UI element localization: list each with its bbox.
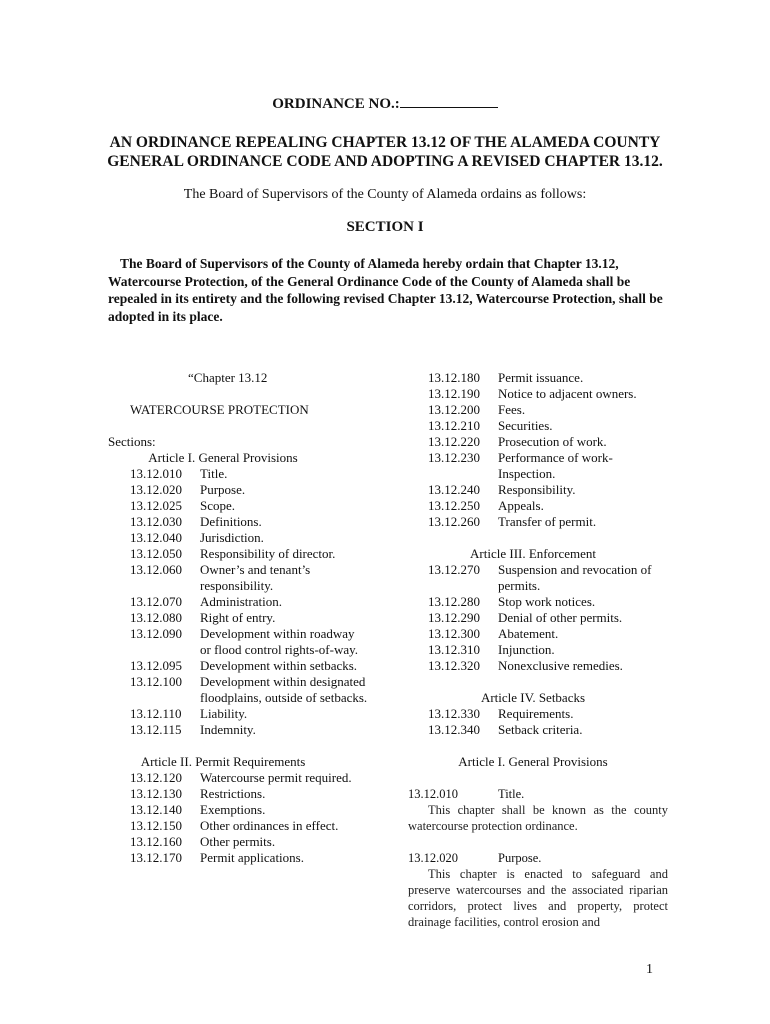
toc-title: Permit applications. [200, 850, 304, 865]
toc-title: Permit issuance. [498, 370, 584, 385]
section-13-12-020 [408, 850, 668, 930]
toc-title: Administration. [200, 594, 282, 609]
toc-number: 13.12.180 [428, 370, 480, 385]
toc-title: Owner’s and tenant’s responsibility. [200, 562, 311, 593]
article-2-toc [108, 770, 368, 866]
section-number: 13.12.010 [408, 787, 458, 801]
chapter-heading: “Chapter 13.12 [188, 370, 268, 385]
toc-row [108, 610, 368, 626]
article-1-heading: Article I. General Provisions [148, 450, 298, 465]
toc-number: 13.12.010 [130, 466, 182, 481]
left-column [108, 370, 368, 866]
toc-title: Jurisdiction. [200, 530, 264, 545]
toc-number: 13.12.280 [428, 594, 480, 609]
ordinance-label: ORDINANCE NO.: [272, 96, 400, 112]
toc-number: 13.12.140 [130, 802, 182, 817]
title-line-1: AN ORDINANCE REPEALING CHAPTER 13.12 OF THE ALAMEDA COUNTY [109, 134, 661, 151]
toc-row [108, 466, 368, 482]
page-number: 1 [646, 962, 653, 977]
section-body: This chapter shall be known as the county watercourse protection ordinance. [408, 803, 668, 833]
toc-row [408, 402, 668, 418]
toc-title: Right of entry. [200, 610, 276, 625]
toc-row [108, 514, 368, 530]
toc-number: 13.12.030 [130, 514, 182, 529]
toc-row [408, 418, 668, 434]
toc-row [108, 722, 368, 738]
toc-title: Prosecution of work. [498, 434, 607, 449]
toc-number: 13.12.040 [130, 530, 182, 545]
toc-number: 13.12.115 [130, 722, 182, 737]
toc-row [408, 722, 668, 738]
toc-number: 13.12.070 [130, 594, 182, 609]
toc-row [108, 770, 368, 786]
section-body: This chapter is enacted to safeguard and preserve watercourses and the associated riparian corridors, protect lives and property, protect drainage facilities, control erosion and [408, 867, 668, 929]
toc-title: Development within setbacks. [200, 658, 358, 673]
toc-number: 13.12.240 [428, 482, 480, 497]
toc-title: Development within designated floodplains, outside of setbacks. [200, 674, 368, 705]
toc-title: Definitions. [200, 514, 262, 529]
toc-title: Setback criteria. [498, 722, 583, 737]
toc-title: Fees. [498, 402, 526, 417]
toc-row [108, 802, 368, 818]
toc-number: 13.12.095 [130, 658, 182, 673]
toc-row [108, 786, 368, 802]
section-header [408, 786, 668, 802]
toc-row [408, 658, 668, 674]
toc-row [408, 642, 668, 658]
section-title: Purpose. [498, 851, 542, 865]
section-title: Title. [498, 787, 525, 801]
toc-number: 13.12.300 [428, 626, 480, 641]
section-number: 13.12.020 [408, 851, 458, 865]
ordinance-number-blank [400, 93, 498, 108]
toc-title: Securities. [498, 418, 553, 433]
toc-row [108, 706, 368, 722]
toc-number: 13.12.230 [428, 450, 480, 465]
toc-row [408, 706, 668, 722]
toc-row [108, 530, 368, 546]
article-4-heading: Article IV. Setbacks [480, 690, 586, 705]
toc-title: Requirements. [498, 706, 574, 721]
toc-number: 13.12.250 [428, 498, 480, 513]
toc-row [408, 434, 668, 450]
article-2-toc-continued [408, 370, 668, 530]
ordains-statement: The Board of Supervisors of the County of Alameda ordains as follows: [183, 187, 587, 202]
toc-title: Title. [200, 466, 228, 481]
toc-number: 13.12.090 [130, 626, 182, 641]
toc-number: 13.12.310 [428, 642, 480, 657]
chapter-title: WATERCOURSE PROTECTION [130, 402, 309, 417]
preamble-paragraph: The Board of Supervisors of the County of Alameda hereby ordain that Chapter 13.12, Watercourse Protection, of the General Ordinance Code of the County of Alameda shall be repealed in its entirety and the following revised Chapter 13.12, Watercourse Protection, shall be adopted in its place. [108, 256, 663, 324]
section-heading: SECTION I [346, 219, 424, 235]
toc-number: 13.12.025 [130, 498, 182, 513]
toc-number: 13.12.150 [130, 818, 182, 833]
toc-title: Development within roadway or flood control rights-of-way. [200, 626, 359, 657]
toc-number: 13.12.270 [428, 562, 480, 577]
toc-row [408, 626, 668, 642]
toc-row [108, 850, 368, 866]
sections-label: Sections: [108, 434, 156, 449]
toc-row [408, 514, 668, 530]
toc-title: Restrictions. [200, 786, 266, 801]
toc-title: Performance of work-Inspection. [498, 450, 613, 481]
toc-row [408, 594, 668, 610]
toc-title: Scope. [200, 498, 236, 513]
toc-row [108, 562, 368, 594]
ordinance-number [0, 93, 770, 113]
toc-number: 13.12.100 [130, 674, 182, 689]
toc-row [408, 610, 668, 626]
toc-row [408, 562, 668, 594]
toc-title: Liability. [200, 706, 248, 721]
toc-number: 13.12.120 [130, 770, 182, 785]
article-1-text-heading: Article I. General Provisions [458, 754, 608, 769]
toc-title: Indemnity. [200, 722, 256, 737]
toc-number: 13.12.020 [130, 482, 182, 497]
toc-number: 13.12.200 [428, 402, 480, 417]
toc-row [408, 498, 668, 514]
toc-number: 13.12.260 [428, 514, 480, 529]
toc-title: Purpose. [200, 482, 246, 497]
toc-number: 13.12.130 [130, 786, 182, 801]
section-13-12-010 [408, 786, 668, 834]
toc-row [108, 546, 368, 562]
toc-title: Exemptions. [200, 802, 266, 817]
toc-number: 13.12.290 [428, 610, 480, 625]
toc-title: Responsibility. [498, 482, 576, 497]
toc-row [108, 482, 368, 498]
toc-number: 13.12.170 [130, 850, 182, 865]
right-column [408, 370, 668, 930]
toc-title: Watercourse permit required. [200, 770, 352, 785]
toc-row [108, 818, 368, 834]
toc-title: Appeals. [498, 498, 544, 513]
ordinance-title [100, 133, 670, 171]
section-header [408, 850, 668, 866]
toc-number: 13.12.340 [428, 722, 480, 737]
toc-title: Other permits. [200, 834, 276, 849]
toc-number: 13.12.050 [130, 546, 182, 561]
toc-number: 13.12.330 [428, 706, 480, 721]
toc-row [408, 386, 668, 402]
toc-number: 13.12.220 [428, 434, 480, 449]
toc-number: 13.12.160 [130, 834, 182, 849]
toc-title: Stop work notices. [498, 594, 596, 609]
toc-number: 13.12.060 [130, 562, 182, 577]
toc-title: Transfer of permit. [498, 514, 597, 529]
toc-row [108, 594, 368, 610]
article-3-heading: Article III. Enforcement [470, 546, 596, 561]
toc-row [108, 626, 368, 658]
toc-number: 13.12.190 [428, 386, 480, 401]
article-3-toc [408, 562, 668, 674]
toc-number: 13.12.320 [428, 658, 480, 673]
toc-row [108, 658, 368, 674]
toc-number: 13.12.210 [428, 418, 480, 433]
toc-title: Other ordinances in effect. [200, 818, 339, 833]
toc-row [108, 498, 368, 514]
article-2-heading: Article II. Permit Requirements [140, 754, 306, 769]
article-4-toc [408, 706, 668, 738]
toc-row [408, 450, 668, 482]
toc-number: 13.12.080 [130, 610, 182, 625]
toc-title: Notice to adjacent owners. [498, 386, 637, 401]
toc-number: 13.12.110 [130, 706, 182, 721]
toc-title: Nonexclusive remedies. [498, 658, 623, 673]
toc-title: Responsibility of director. [200, 546, 336, 561]
toc-title: Denial of other permits. [498, 610, 623, 625]
title-line-2: GENERAL ORDINANCE CODE AND ADOPTING A REVISED CHAPTER 13.12. [107, 153, 663, 170]
toc-row [108, 834, 368, 850]
toc-row [108, 674, 368, 706]
toc-row [408, 482, 668, 498]
toc-title: Injunction. [498, 642, 555, 657]
article-1-toc [108, 466, 368, 738]
toc-row [408, 370, 668, 386]
toc-title: Suspension and revocation of permits. [498, 562, 652, 593]
toc-title: Abatement. [498, 626, 559, 641]
